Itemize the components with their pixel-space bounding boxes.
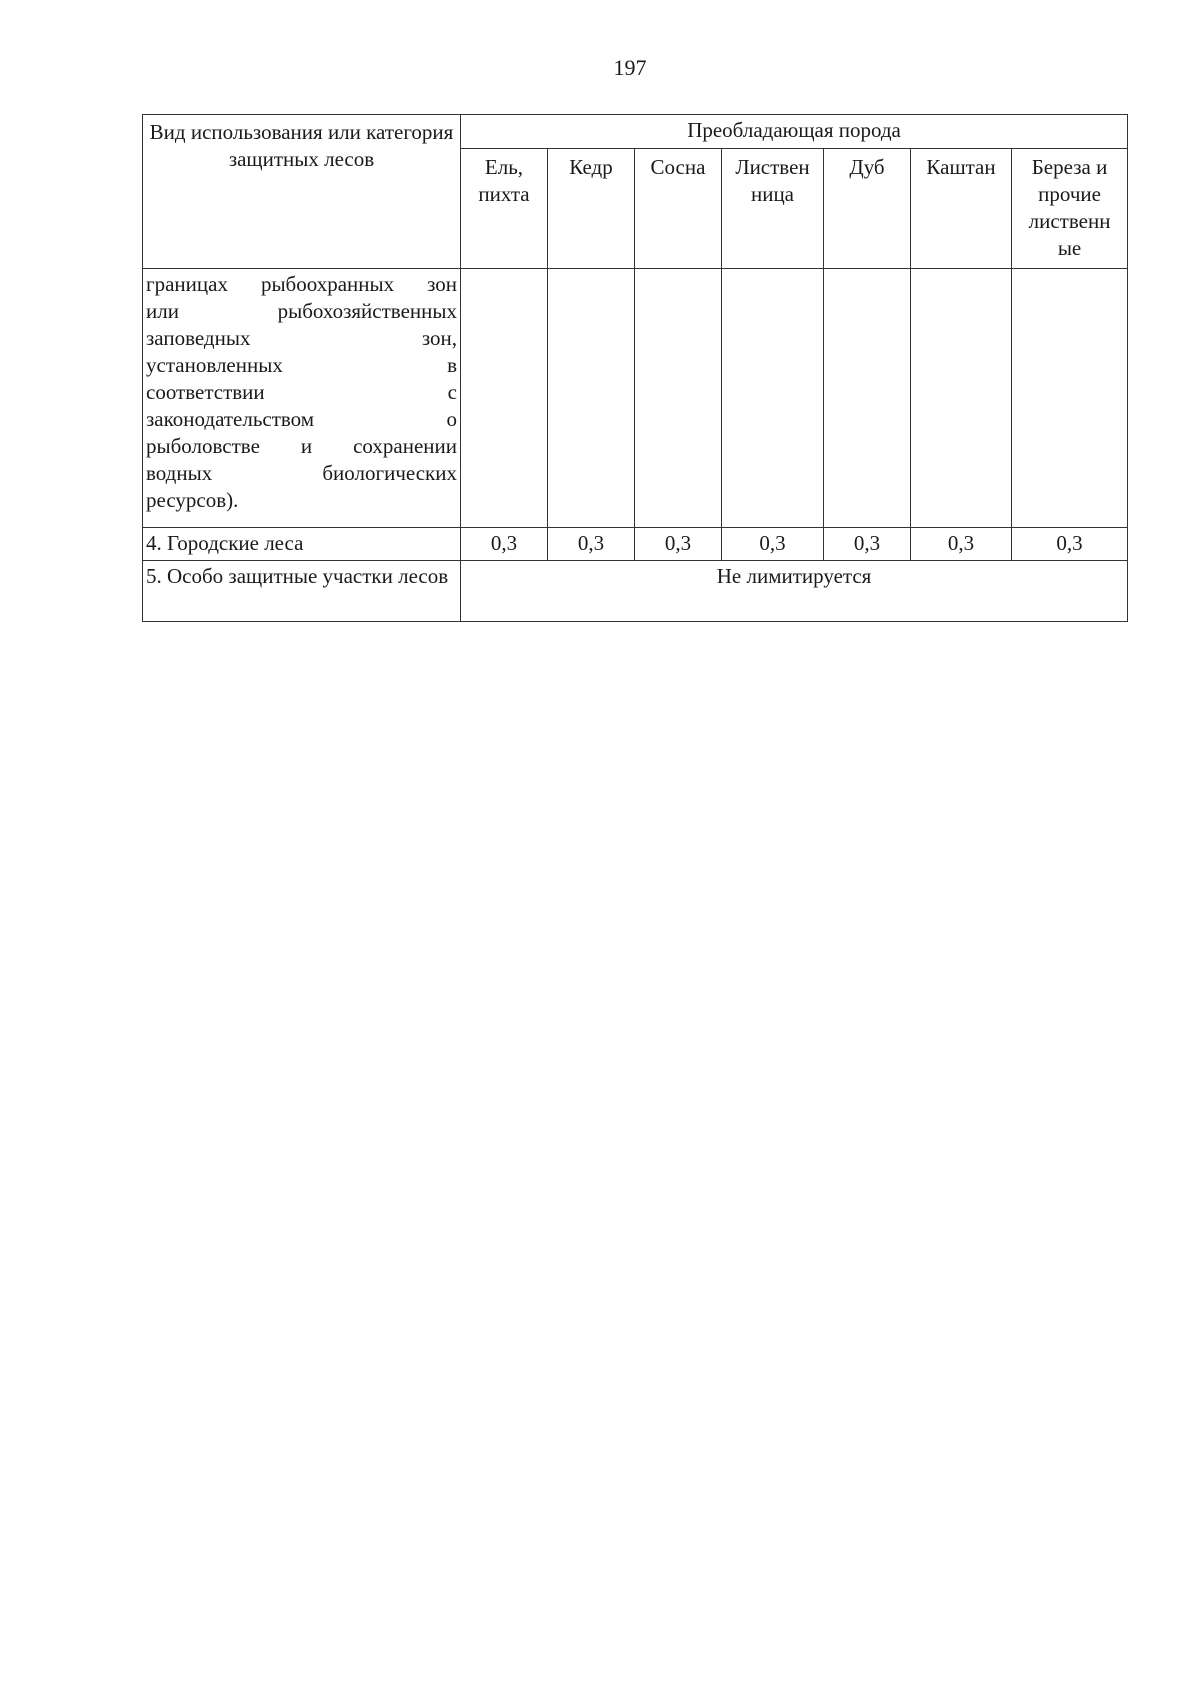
table-row [143,528,1128,561]
category-line: рыболовстве и сохранении [146,434,457,458]
value-cell [635,269,722,528]
header-row-group [143,115,1128,149]
value-cell [722,269,824,528]
table-row [143,561,1128,622]
header-group-label: Преобладающая порода [687,118,901,142]
value-cell [461,269,548,528]
category-cell: 5. Особо защитные участки лесов [143,561,461,622]
value-cell: 0,3 [824,528,911,561]
species-header-cell: Кедр [548,149,635,269]
category-cell [143,269,461,528]
header-category-label: Вид использования или категория защитных лесов [149,120,454,171]
category-line: заповедных зон, [146,326,457,350]
value-cell [911,269,1012,528]
value-cell: 0,3 [1012,528,1128,561]
value-cell: 0,3 [911,528,1012,561]
page-number: 197 [613,55,647,80]
value-cell: 0,3 [548,528,635,561]
category-line: законодательством о [146,407,457,431]
category-cell: 4. Городские леса [143,528,461,561]
category-line: или рыбохозяйственных [146,299,457,323]
value-cell: 0,3 [635,528,722,561]
category-line: водных биологических [146,461,457,485]
species-header-cell: Береза и прочие лиственн ые [1012,149,1128,269]
merged-value-cell: Не лимитируется [461,561,1128,622]
forest-usage-table [142,114,1128,622]
category-line: границах рыбоохранных зон [146,272,457,296]
category-line: соответствии с [146,380,457,404]
value-cell: 0,3 [461,528,548,561]
species-header-cell: Каштан [911,149,1012,269]
species-header-cell: Ель, пихта [461,149,548,269]
species-header-cell: Сосна [635,149,722,269]
header-group-cell [461,115,1128,149]
category-line: ресурсов). [146,488,239,512]
value-cell [1012,269,1128,528]
value-cell: 0,3 [722,528,824,561]
species-header-cell: Листвен ница [722,149,824,269]
category-line: установленных в [146,353,457,377]
table-row [143,269,1128,528]
value-cell [824,269,911,528]
species-header-cell: Дуб [824,149,911,269]
value-cell [548,269,635,528]
header-category-cell [143,115,461,269]
